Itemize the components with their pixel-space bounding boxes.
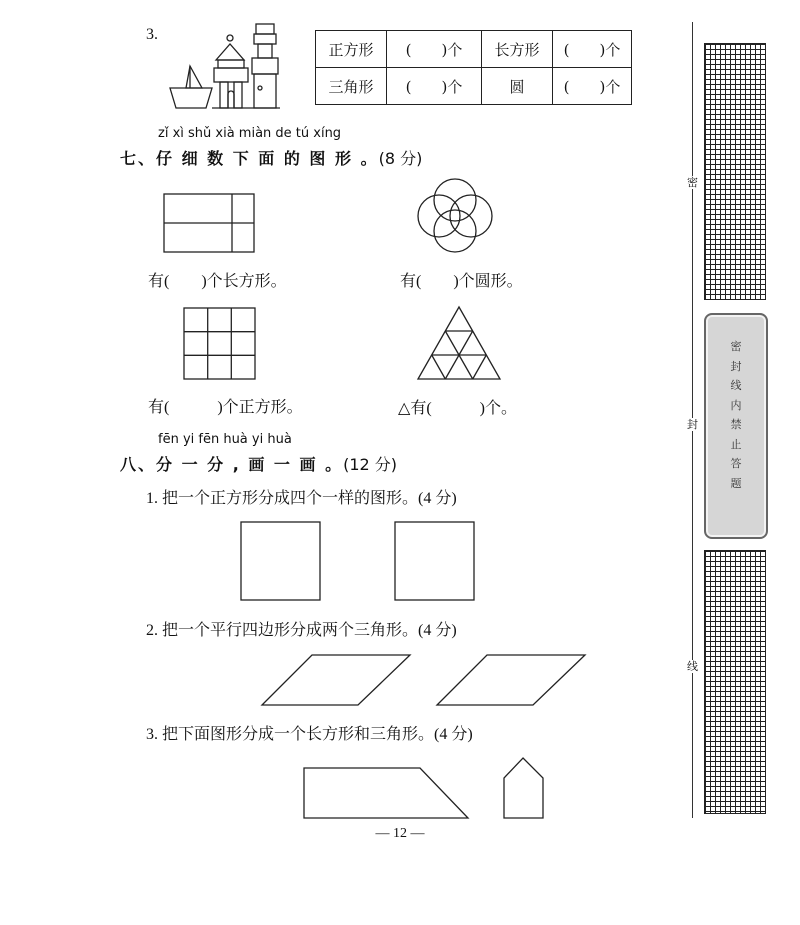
section7-heading bbox=[120, 146, 422, 169]
table-row bbox=[316, 68, 632, 105]
question-divide-square: 1. 把一个正方形分成四个一样的图形。(4 分) bbox=[146, 490, 457, 507]
seal-label-bottom: 线 bbox=[687, 660, 698, 673]
notice-char: 禁 bbox=[730, 418, 742, 431]
question-rectangles: 有( )个长方形。 bbox=[148, 273, 287, 290]
pentagon-figure[interactable] bbox=[502, 756, 546, 820]
seal-label-mid: 封 bbox=[687, 418, 698, 431]
writing-grid-top bbox=[704, 43, 766, 300]
notice-char: 内 bbox=[730, 398, 742, 412]
writing-grid-bottom bbox=[704, 550, 766, 814]
section7-title: 七、仔 细 数 下 面 的 图 形 。 bbox=[120, 149, 379, 168]
question-circles: 有( )个圆形。 bbox=[400, 273, 523, 290]
item-number: 3. bbox=[146, 26, 158, 43]
table-row bbox=[316, 31, 632, 68]
circles-figure bbox=[414, 177, 496, 257]
trapezoid-figure[interactable] bbox=[302, 766, 470, 820]
table-cell: 长方形 bbox=[482, 31, 553, 68]
triangle-icon: △ bbox=[398, 398, 411, 417]
blocks-illustration bbox=[168, 20, 288, 112]
section8-title: 八、分 一 分 , 画 一 画 。 bbox=[120, 455, 344, 474]
notice-char: 题 bbox=[730, 476, 742, 490]
parallelogram-figure-1[interactable] bbox=[260, 653, 412, 707]
question-triangles bbox=[398, 398, 517, 419]
notice-char: 密 bbox=[730, 340, 742, 353]
table-cell: 圆 bbox=[482, 68, 553, 105]
answer-cell[interactable]: ( )个 bbox=[387, 31, 482, 68]
question-divide-parallelogram: 2. 把一个平行四边形分成两个三角形。(4 分) bbox=[146, 622, 457, 639]
table-cell: 三角形 bbox=[316, 68, 387, 105]
squares-grid-figure bbox=[183, 307, 257, 381]
parallelogram-figure-2[interactable] bbox=[435, 653, 587, 707]
notice-char: 封 bbox=[730, 359, 742, 373]
table-cell: 正方形 bbox=[316, 31, 387, 68]
notice-char: 答 bbox=[730, 457, 742, 470]
square-figure-1[interactable] bbox=[240, 521, 322, 602]
answer-cell[interactable]: ( )个 bbox=[553, 68, 632, 105]
square-figure-2[interactable] bbox=[394, 521, 476, 602]
no-answer-notice bbox=[704, 313, 768, 539]
answer-cell[interactable]: ( )个 bbox=[387, 68, 482, 105]
notice-char: 止 bbox=[730, 437, 742, 451]
question-triangles-text: 有( )个。 bbox=[410, 400, 517, 417]
section8-score: (12 分) bbox=[343, 455, 398, 474]
notice-char: 线 bbox=[730, 379, 742, 392]
seal-label-top: 密 bbox=[687, 176, 698, 189]
shape-count-table bbox=[315, 30, 632, 105]
section7-pinyin: zǐ xì shǔ xià miàn de tú xíng bbox=[158, 126, 342, 141]
question-divide-trapezoid: 3. 把下面图形分成一个长方形和三角形。(4 分) bbox=[146, 726, 473, 743]
section8-heading bbox=[120, 452, 397, 475]
answer-cell[interactable]: ( )个 bbox=[553, 31, 632, 68]
section8-pinyin: fēn yi fēn huà yi huà bbox=[158, 432, 292, 447]
page-number: — 12 — bbox=[375, 826, 425, 841]
triangles-figure bbox=[416, 305, 502, 381]
rectangles-figure bbox=[163, 193, 256, 255]
question-squares: 有( )个正方形。 bbox=[148, 399, 303, 416]
section7-score: (8 分) bbox=[378, 149, 423, 168]
